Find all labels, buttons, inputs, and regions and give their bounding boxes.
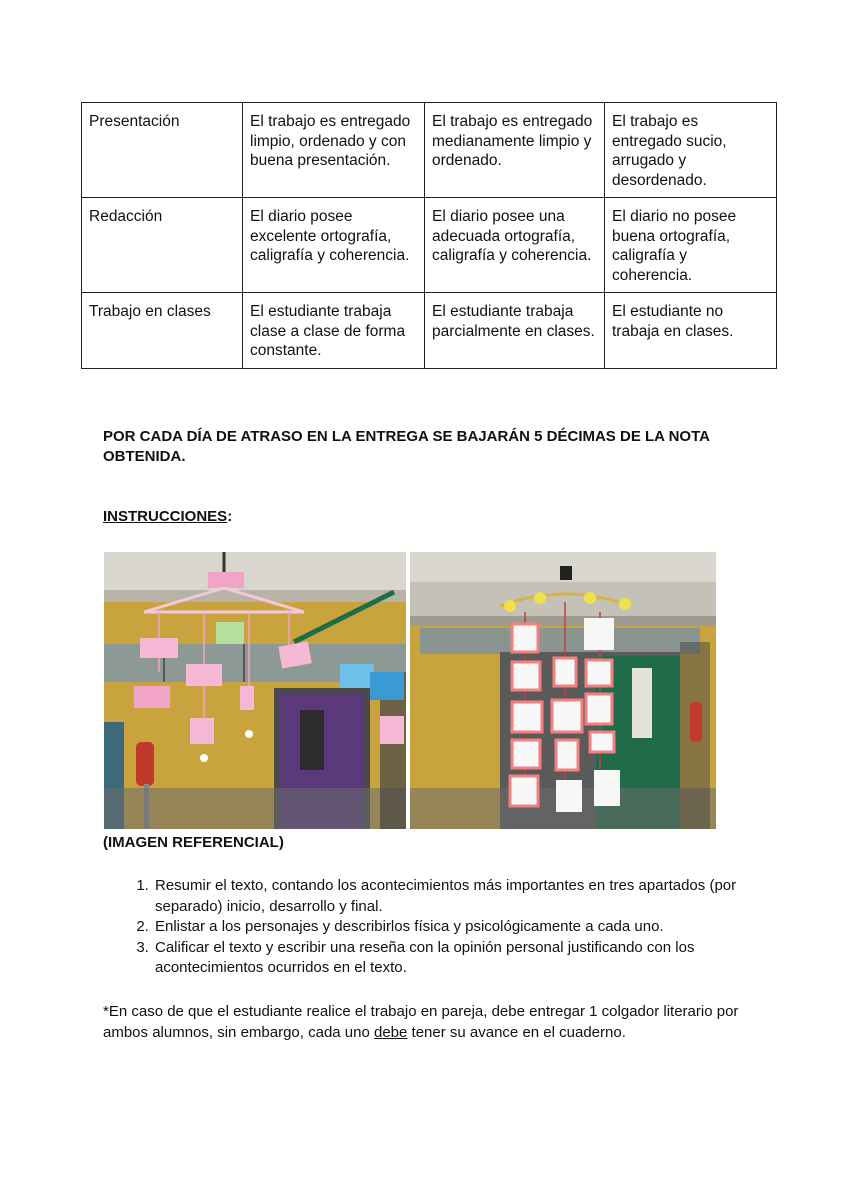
instructions-heading	[103, 508, 232, 525]
reference-photo-mobile-purple-door	[104, 552, 406, 829]
rubric-criterion: Presentación	[82, 103, 243, 198]
rubric-row	[82, 103, 777, 198]
rubric-level-cell: El estudiante trabaja parcialmente en clases.	[425, 293, 605, 369]
instructions-list	[103, 876, 793, 979]
rubric-level-cell: El trabajo es entregado medianamente limpio y ordenado.	[425, 103, 605, 198]
rubric-level-cell: El estudiante no trabaja en clases.	[605, 293, 777, 369]
note-text-after: tener su avance en el cuaderno.	[407, 1023, 626, 1041]
rubric-level-cell: El trabajo es entregado sucio, arrugado y desordenado.	[605, 103, 777, 198]
rubric-row	[82, 293, 777, 369]
note-underlined-word: debe	[374, 1023, 408, 1041]
rubric-level-cell: El estudiante trabaja clase a clase de forma constante.	[243, 293, 425, 369]
rubric-level-cell: El diario no posee buena ortografía, caligrafía y coherencia.	[605, 198, 777, 293]
rubric-level-cell: El diario posee una adecuada ortografía, caligrafía y coherencia.	[425, 198, 605, 293]
instruction-step: 1. Resumir el texto, contando los acontecimientos más importantes en tres apartados (por separado) inicio, desarrollo y final.	[153, 876, 793, 917]
rubric-row	[82, 198, 777, 293]
instructions-heading-text: INSTRUCCIONES	[103, 508, 228, 525]
instruction-step: 2. Enlistar a los personajes y describirlos física y psicológicamente a cada uno.	[153, 917, 793, 938]
image-caption: (IMAGEN REFERENCIAL)	[103, 834, 284, 851]
pair-work-note	[103, 1002, 753, 1043]
instructions-heading-colon: :	[227, 508, 233, 525]
rubric-level-cell: El trabajo es entregado limpio, ordenado y con buena presentación.	[243, 103, 425, 198]
rubric-table	[81, 102, 777, 369]
rubric-level-cell: El diario posee excelente ortografía, caligrafía y coherencia.	[243, 198, 425, 293]
late-delivery-notice: POR CADA DÍA DE ATRASO EN LA ENTREGA SE BAJARÁN 5 DÉCIMAS DE LA NOTA OBTENIDA.	[103, 428, 710, 465]
instruction-step: 3. Calificar el texto y escribir una reseña con la opinión personal justificando con los acontecimientos ocurridos en el texto.	[153, 938, 793, 979]
rubric-criterion: Redacción	[82, 198, 243, 293]
note-text-before: *En caso de que el estudiante realice el trabajo en pareja, debe entregar 1 colgador literario por ambos alumnos, sin embargo, cada uno	[103, 1003, 739, 1041]
reference-photo-mobile-green-door	[410, 552, 716, 829]
rubric-criterion: Trabajo en clases	[82, 293, 243, 369]
